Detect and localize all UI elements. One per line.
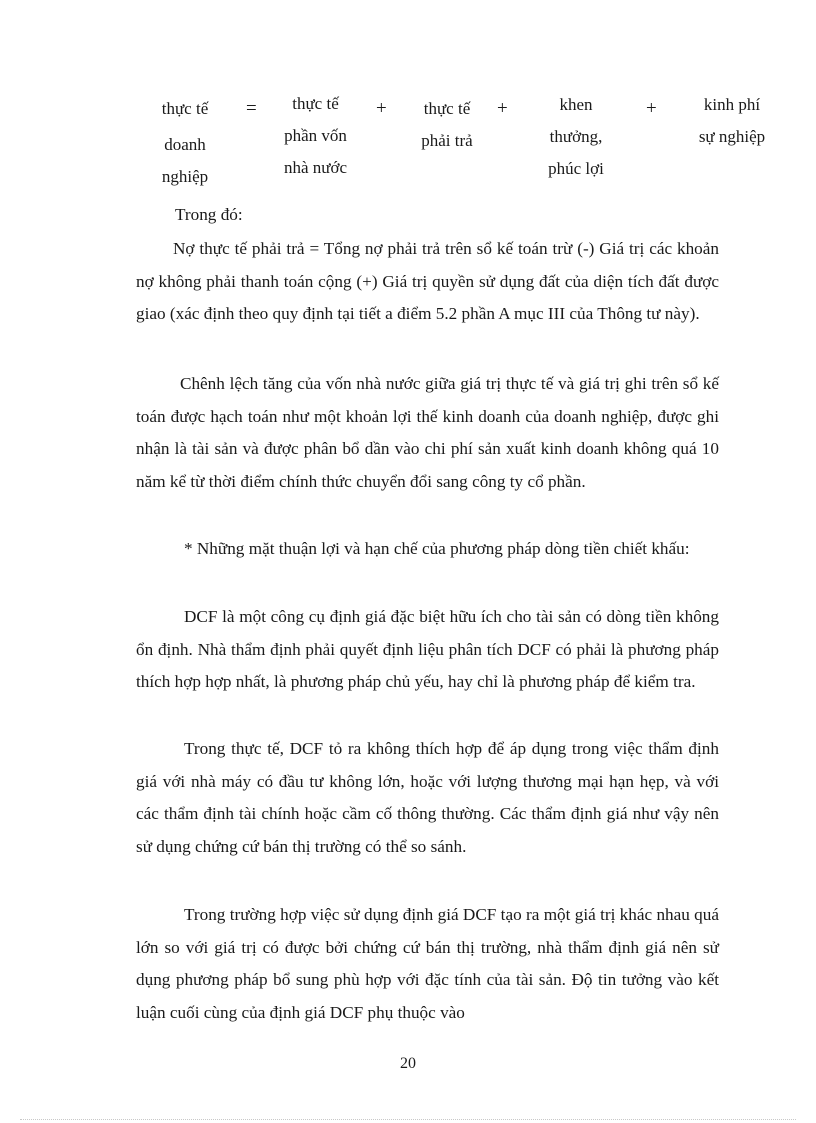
paragraph-dcf-pros-cons-heading: * Những mặt thuận lợi và hạn chế của phương pháp dòng tiền chiết khấu: <box>184 539 690 558</box>
formula-term-payables: thực tế phải trả <box>421 99 473 150</box>
formula-term-state-capital: thực tế phần vốn nhà nước <box>283 94 348 177</box>
formula-plus-3: + <box>646 98 657 119</box>
formula-term-actual-value: thực tế doanh nghiệp <box>161 99 209 186</box>
formula-term-career-funding: kinh phí sự nghiệp <box>698 95 766 146</box>
page-number: 20 <box>400 1055 416 1072</box>
paragraph-capital-difference: Chênh lệch tăng của vốn nhà nước giữa giá trị thực tế và giá trị ghi trên sổ kế toán được hạch toán như một khoản lợi thế kinh doanh của doanh nghiệp, được ghi nhận là tài sản và được phân bổ dần vào chi phí sản xuất kinh doanh không quá 10 năm kể từ thời điểm chính thức chuyển đổi sang công ty cổ phần. <box>136 374 719 491</box>
formula-plus-2: + <box>497 98 508 119</box>
section-label: Trong đó: <box>175 205 243 224</box>
paragraph-payables-definition: Nợ thực tế phải trả = Tổng nợ phải trả trên sổ kế toán trừ (-) Giá trị các khoản nợ không phải thanh toán cộng (+) Giá trị quyền sử dụng đất của diện tích đất được giao (xác định theo quy định tại tiết a điểm 5.2 phần A mục III của Thông tư này). <box>136 239 719 324</box>
page-bottom-rule <box>20 1119 796 1120</box>
paragraph-dcf-tool: DCF là một công cụ định giá đặc biệt hữu ích cho tài sản có dòng tiền không ổn định. Nhà thẩm định phải quyết định liệu phân tích DCF có phải là phương pháp thích hợp hợp nhất, là phương pháp chủ yếu, hay chỉ là phương pháp để kiểm tra. <box>136 607 719 692</box>
paragraph-dcf-difference: Trong trường hợp việc sử dụng định giá DCF tạo ra một giá trị khác nhau quá lớn so với giá trị có được bởi chứng cứ bán thị trường, nhà thẩm định giá nên sử dụng phương pháp bổ sung phù hợp với đặc tính của tài sản. Độ tin tưởng vào kết luận cuối cùng của định giá DCF phụ thuộc vào <box>136 905 719 1022</box>
paragraph-dcf-practice: Trong thực tế, DCF tỏ ra không thích hợp để áp dụng trong việc thẩm định giá với nhà máy có đầu tư không lớn, hoặc với lượng thương mại hạn hẹp, và với các thẩm định tài chính hoặc cầm cố thông thường. Các thẩm định giá như vậy nên sử dụng chứng cứ bán thị trường có thể so sánh. <box>136 739 719 856</box>
formula-plus-1: + <box>376 98 387 119</box>
formula-term-bonus-welfare: khen thưởng, phúc lợi <box>548 95 604 178</box>
formula-equals: = <box>246 98 257 119</box>
